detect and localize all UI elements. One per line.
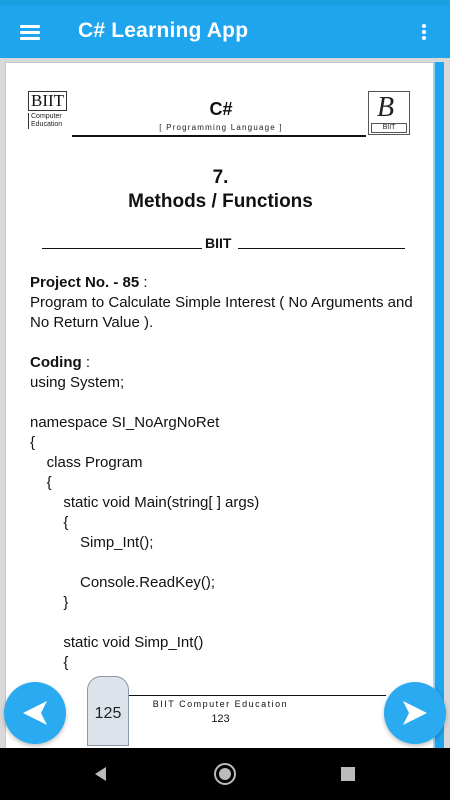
document-header-subtitle: [ Programming Language ]: [159, 123, 283, 132]
back-icon[interactable]: [92, 765, 110, 783]
code-line: Simp_Int();: [30, 534, 154, 551]
coding-label: Coding: [30, 354, 82, 371]
document-page: [5, 62, 434, 748]
document-viewer[interactable]: [0, 58, 450, 748]
code-line: using System;: [30, 374, 125, 391]
code-line: Console.ReadKey();: [30, 574, 216, 591]
logo-right-letter: B: [377, 92, 395, 123]
page-footer-number: 123: [211, 713, 230, 725]
code-line: {: [30, 514, 69, 531]
code-line: static void Simp_Int(): [30, 634, 204, 651]
code-line: }: [30, 594, 69, 611]
code-line: {: [30, 434, 36, 451]
biit-logo-left: [28, 91, 74, 135]
code-line: class Program: [30, 454, 143, 471]
logo-left-line2: Education: [31, 121, 63, 128]
app-bar: [0, 6, 450, 58]
app-title: C# Learning App: [78, 19, 249, 42]
overflow-menu-icon[interactable]: [410, 18, 438, 46]
divider-line-right: [238, 248, 405, 249]
project-description-line1: Program to Calculate Simple Interest ( No Arguments and: [30, 294, 413, 311]
code-line: static void Main(string[ ] args): [30, 494, 260, 511]
recent-apps-icon[interactable]: [341, 767, 355, 781]
section-divider: [6, 235, 435, 253]
project-colon: :: [139, 274, 148, 291]
page-number-indicator[interactable]: [87, 676, 129, 746]
arrow-left-icon: [17, 695, 53, 731]
page-footer-text: BIIT Computer Education: [152, 699, 289, 709]
next-page-button[interactable]: [384, 682, 446, 744]
arrow-right-icon: [397, 695, 433, 731]
logo-right-tag: BIIT: [371, 123, 407, 133]
home-icon[interactable]: [214, 763, 236, 785]
chapter-number: 7.: [212, 167, 229, 188]
hamburger-menu-icon[interactable]: [16, 18, 44, 46]
previous-page-button[interactable]: [4, 682, 66, 744]
page-edge-scroll[interactable]: [434, 62, 444, 748]
code-line: {: [30, 654, 69, 671]
logo-left-text: BIIT: [28, 91, 67, 111]
document-header-title: C#: [209, 99, 233, 119]
coding-colon: :: [81, 354, 90, 371]
logo-left-line1: Computer: [31, 113, 62, 120]
biit-logo-right: [368, 91, 410, 135]
code-line: namespace SI_NoArgNoRet: [30, 414, 220, 431]
system-navigation-bar: [0, 748, 450, 800]
chapter-title: Methods / Functions: [128, 191, 313, 212]
code-line: {: [30, 474, 52, 491]
project-heading: [30, 273, 148, 293]
divider-label: BIIT: [205, 235, 232, 251]
footer-rule: [116, 695, 386, 696]
project-label: Project No. - 85: [30, 274, 140, 291]
current-page-number: 125: [94, 705, 122, 722]
coding-heading: [30, 353, 90, 373]
divider-line-left: [42, 248, 202, 249]
project-description-line2: No Return Value ).: [30, 314, 154, 331]
header-underline: [72, 135, 366, 137]
